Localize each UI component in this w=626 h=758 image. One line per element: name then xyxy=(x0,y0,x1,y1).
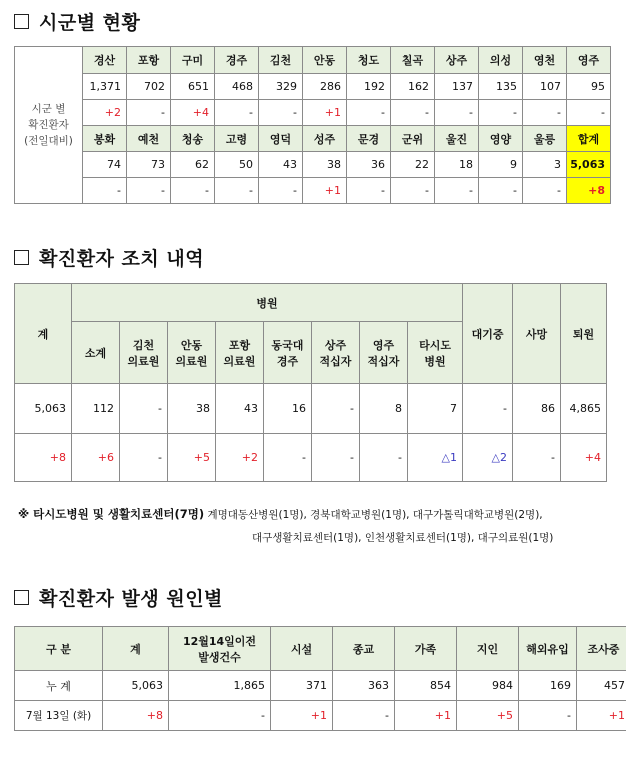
city-count: 3 xyxy=(523,152,567,178)
cell: - xyxy=(513,434,561,482)
city-count: 43 xyxy=(259,152,303,178)
cell: - xyxy=(312,384,360,434)
cell: 363 xyxy=(333,671,395,701)
cell: 984 xyxy=(457,671,519,701)
city-name: 의성 xyxy=(479,47,523,74)
total-label: 합계 xyxy=(567,126,611,152)
cell: +2 xyxy=(216,434,264,482)
city-name: 고령 xyxy=(215,126,259,152)
table-row-change xyxy=(15,434,607,482)
header-religion: 종교 xyxy=(333,627,395,671)
header-total: 계 xyxy=(103,627,169,671)
header-andong: 안동 의료원 xyxy=(168,322,216,384)
city-delta: - xyxy=(479,178,523,204)
cell: 86 xyxy=(513,384,561,434)
side-label: 시군 별 확진환자 (전일대비) xyxy=(15,47,83,204)
footnote-title: ※ 타시도병원 및 생활치료센터(7명) xyxy=(18,507,205,521)
city-count: 38 xyxy=(303,152,347,178)
section-title-patient-actions xyxy=(14,244,204,271)
cell: 43 xyxy=(216,384,264,434)
city-delta: - xyxy=(215,100,259,126)
cell: 169 xyxy=(519,671,577,701)
cell: - xyxy=(312,434,360,482)
header-facility: 시설 xyxy=(271,627,333,671)
cell: - xyxy=(264,434,312,482)
header-discharged: 퇴원 xyxy=(561,284,607,384)
cell: 371 xyxy=(271,671,333,701)
city-name: 군위 xyxy=(391,126,435,152)
city-count: 62 xyxy=(171,152,215,178)
section-title-text: 확진환자 조치 내역 xyxy=(39,248,205,270)
footnote-line1 xyxy=(18,503,618,526)
cell: +6 xyxy=(72,434,120,482)
city-delta: - xyxy=(523,178,567,204)
city-name: 울진 xyxy=(435,126,479,152)
checkbox-square-icon xyxy=(14,250,29,265)
cell: 7 xyxy=(408,384,463,434)
header-row xyxy=(15,627,626,671)
cell: +4 xyxy=(561,434,607,482)
city-delta: - xyxy=(347,100,391,126)
city-count: 50 xyxy=(215,152,259,178)
cell: +8 xyxy=(103,701,169,731)
header-overseas: 해외유입 xyxy=(519,627,577,671)
city-name: 봉화 xyxy=(83,126,127,152)
city-name: 안동 xyxy=(303,47,347,74)
city-delta: - xyxy=(215,178,259,204)
cell: +1 xyxy=(395,701,457,731)
table-row-delta-b xyxy=(15,178,611,204)
city-delta: - xyxy=(391,100,435,126)
table-row-names-b xyxy=(15,126,611,152)
cell: 1,865 xyxy=(169,671,271,701)
city-delta: - xyxy=(391,178,435,204)
city-count: 1,371 xyxy=(83,74,127,100)
cell: 854 xyxy=(395,671,457,701)
city-name: 구미 xyxy=(171,47,215,74)
header-acquaintance: 지인 xyxy=(457,627,519,671)
header-gimcheon: 김천 의료원 xyxy=(120,322,168,384)
city-name: 칠곡 xyxy=(391,47,435,74)
header-before-dec14: 12월14일이전 발생건수 xyxy=(169,627,271,671)
city-count: 36 xyxy=(347,152,391,178)
city-name: 울릉 xyxy=(523,126,567,152)
city-delta: +2 xyxy=(83,100,127,126)
cell: 8 xyxy=(360,384,408,434)
cell: 16 xyxy=(264,384,312,434)
city-name: 영주 xyxy=(567,47,611,74)
total-count: 5,063 xyxy=(567,152,611,178)
cell: 38 xyxy=(168,384,216,434)
header-hospital: 병원 xyxy=(72,284,463,322)
cell: +5 xyxy=(168,434,216,482)
cell: △1 xyxy=(408,434,463,482)
table-row-delta-a xyxy=(15,100,611,126)
table-row-daily xyxy=(15,701,626,731)
city-name: 경산 xyxy=(83,47,127,74)
city-delta: +4 xyxy=(171,100,215,126)
cell: +1 xyxy=(271,701,333,731)
city-name: 영천 xyxy=(523,47,567,74)
row-label: 7월 13일 (화) xyxy=(15,701,103,731)
city-count: 702 xyxy=(127,74,171,100)
header-waiting: 대기중 xyxy=(463,284,513,384)
header-pohang: 포항 의료원 xyxy=(216,322,264,384)
city-name: 포항 xyxy=(127,47,171,74)
footnote-text: 계명대동산병원(1명), 경북대학교병원(1명), 대구가톨릭대학교병원(2명), xyxy=(207,509,543,521)
section-title-text: 시군별 현황 xyxy=(39,12,141,34)
checkbox-square-icon xyxy=(14,14,29,29)
city-count: 286 xyxy=(303,74,347,100)
city-name: 김천 xyxy=(259,47,303,74)
cell: - xyxy=(333,701,395,731)
header-other-hospital: 타시도 병원 xyxy=(408,322,463,384)
city-count: 107 xyxy=(523,74,567,100)
row-label: 누 계 xyxy=(15,671,103,701)
section-title-text: 확진환자 발생 원인별 xyxy=(39,588,223,610)
city-delta: - xyxy=(259,178,303,204)
city-delta: - xyxy=(127,178,171,204)
city-count: 468 xyxy=(215,74,259,100)
city-delta: +1 xyxy=(303,100,347,126)
cell: 457 xyxy=(577,671,626,701)
table-row-counts-a xyxy=(15,74,611,100)
city-name: 예천 xyxy=(127,126,171,152)
table-row-names-a xyxy=(15,47,611,74)
total-delta: +8 xyxy=(567,178,611,204)
header-total: 계 xyxy=(15,284,72,384)
city-delta: - xyxy=(127,100,171,126)
cell: - xyxy=(120,384,168,434)
cell: 112 xyxy=(72,384,120,434)
cell: - xyxy=(120,434,168,482)
city-count: 9 xyxy=(479,152,523,178)
city-count: 162 xyxy=(391,74,435,100)
cell: +8 xyxy=(15,434,72,482)
city-delta: - xyxy=(479,100,523,126)
city-count: 137 xyxy=(435,74,479,100)
cell: - xyxy=(519,701,577,731)
cell: +1 xyxy=(577,701,626,731)
city-delta: - xyxy=(347,178,391,204)
patient-actions-table xyxy=(14,283,607,482)
city-delta: +1 xyxy=(303,178,347,204)
city-count: 192 xyxy=(347,74,391,100)
table-row-counts-b xyxy=(15,152,611,178)
cell: 5,063 xyxy=(103,671,169,701)
header-subtotal: 소계 xyxy=(72,322,120,384)
cell: 4,865 xyxy=(561,384,607,434)
city-delta: - xyxy=(523,100,567,126)
footnote-line2 xyxy=(252,527,612,549)
city-name: 경주 xyxy=(215,47,259,74)
header-row-top xyxy=(15,284,607,322)
header-sangju: 상주 적십자 xyxy=(312,322,360,384)
city-count: 135 xyxy=(479,74,523,100)
section-title-city-status xyxy=(14,8,140,35)
city-name: 성주 xyxy=(303,126,347,152)
table-row-cumulative xyxy=(15,671,626,701)
city-count: 74 xyxy=(83,152,127,178)
cell: - xyxy=(169,701,271,731)
city-count: 22 xyxy=(391,152,435,178)
city-status-table xyxy=(14,46,611,204)
city-name: 영양 xyxy=(479,126,523,152)
header-category: 구 분 xyxy=(15,627,103,671)
header-yeongju: 영주 적십자 xyxy=(360,322,408,384)
table-row-cumulative xyxy=(15,384,607,434)
city-count: 18 xyxy=(435,152,479,178)
city-delta: - xyxy=(83,178,127,204)
header-investigating: 조사중 xyxy=(577,627,626,671)
city-delta: - xyxy=(435,100,479,126)
city-name: 청도 xyxy=(347,47,391,74)
city-name: 문경 xyxy=(347,126,391,152)
cell: △2 xyxy=(463,434,513,482)
city-count: 329 xyxy=(259,74,303,100)
section-title-cause xyxy=(14,584,223,611)
city-count: 651 xyxy=(171,74,215,100)
footnote-text: 대구생활치료센터(1명), 인천생활치료센터(1명), 대구의료원(1명) xyxy=(252,532,554,544)
checkbox-square-icon xyxy=(14,590,29,605)
city-delta: - xyxy=(435,178,479,204)
cell: - xyxy=(463,384,513,434)
cell: +5 xyxy=(457,701,519,731)
city-delta: - xyxy=(171,178,215,204)
city-delta: - xyxy=(259,100,303,126)
city-name: 청송 xyxy=(171,126,215,152)
cause-table xyxy=(14,626,626,731)
city-delta: - xyxy=(567,100,611,126)
header-dongguk: 동국대 경주 xyxy=(264,322,312,384)
cell: - xyxy=(360,434,408,482)
city-count: 73 xyxy=(127,152,171,178)
header-death: 사망 xyxy=(513,284,561,384)
city-name: 영덕 xyxy=(259,126,303,152)
city-count: 95 xyxy=(567,74,611,100)
cell: 5,063 xyxy=(15,384,72,434)
city-name: 상주 xyxy=(435,47,479,74)
header-family: 가족 xyxy=(395,627,457,671)
